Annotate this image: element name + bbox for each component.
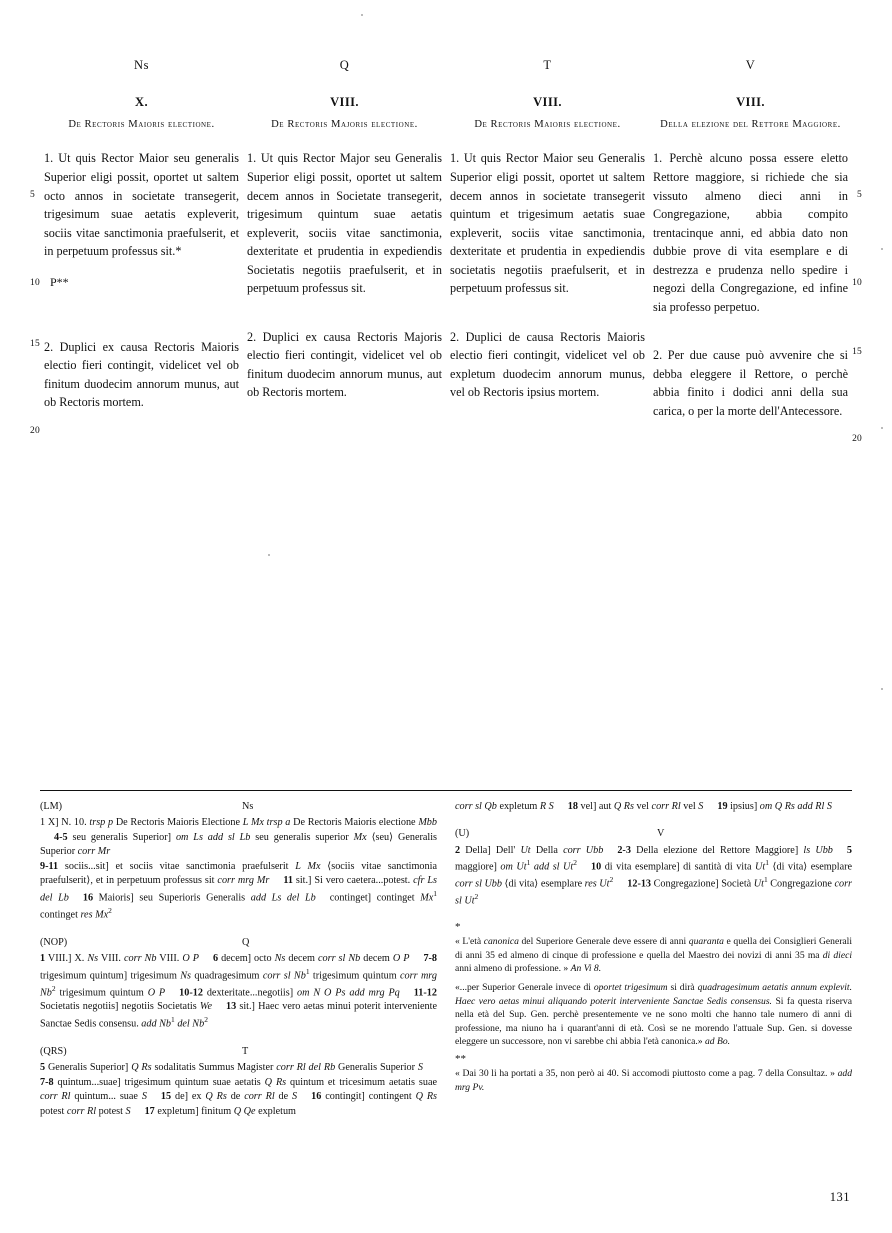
footnotes bbox=[455, 922, 852, 1094]
apparatus-sigla: (U) bbox=[455, 828, 470, 840]
apparatus-letter: T bbox=[242, 1045, 249, 1057]
column-siglum: T bbox=[543, 58, 552, 72]
apparatus-block-lm bbox=[40, 800, 437, 923]
text-column-t bbox=[446, 58, 649, 435]
page-speck bbox=[268, 554, 270, 556]
parallel-text-columns bbox=[30, 58, 862, 445]
apparatus-letter: V bbox=[657, 828, 665, 840]
apparatus-sigla: (NOP) bbox=[40, 936, 68, 948]
text-column-ns bbox=[30, 58, 243, 436]
page-speck bbox=[361, 14, 363, 16]
footnote-marker-1: * bbox=[455, 921, 461, 934]
apparatus-block-qrs bbox=[40, 1045, 437, 1119]
footnote-marker-2: ** bbox=[455, 1053, 466, 1066]
text-column-v bbox=[649, 58, 862, 445]
apparatus-sigla: (LM) bbox=[40, 801, 63, 812]
page-number: 131 bbox=[829, 1190, 850, 1204]
apparatus-entries: 2 Della] Dell' Ut Della corr Ubb 2-3 Della elezione del Rettore Maggiore] ls Ubb 5 maggiore] om Ut$^1$ add sl Ut$^2$ 10 di vita esemplare] di santità di vita Ut$^1$ ⟨di vita⟩ esemplare corr sl Ubb ⟨di vita⟩ esemplare res Ut$^2$ 12-13 Congregazione] Società Ut$^1$ Congregazione corr sl Ut$^2$ bbox=[455, 844, 853, 907]
apparatus-block-continuation bbox=[455, 800, 852, 814]
column-siglum: Ns bbox=[134, 58, 149, 72]
apparatus-entries: 5 Generalis Superior] Q Rs sodalitatis Summus Magister corr Rl del Rb Generalis Superior S7-8 quintum...suae] trigesimum quintum suae aetatis Q Rs quintum et tricesimum aetatis suae corr Rl quintum... suae S 15 de] ex Q Rs de corr Rl de S 16 contingit] contingent Q Rs potest corr Rl potest S 17 expletum] finitum Q Qe expletum bbox=[40, 1062, 438, 1117]
paragraph-2: 2. Per due cause può avvenire che si debba eleggere il Rettore, o perchè abbia finito i dodici anni della sua carica, o per la morte dell'Antecessore. bbox=[653, 348, 848, 418]
chapter-number: VIII. bbox=[533, 95, 562, 109]
paragraph-1: 1. Perchè alcuno possa essere eletto Rettore maggiore, si richiede che sia vissuto almeno dieci anni in Congregazione, abbia compito trentacinque anni, ed abbia dato non dubbie prove di vita esemplare e di destrezza e prudenza nello spedire i negozi della Congregazione, ed infine sia professo perpetuo. bbox=[653, 151, 848, 314]
line-number: 10 bbox=[30, 278, 40, 289]
paragraph-1: 1. Ut quis Rector Maior seu generalis Superior eligi possit, oportet ut saltem octo annos in societate transegerit, trigesimum suae aetatis expleverit, sociis vitae sanctimonia praefulserit, et in perpetuum professus sit.* bbox=[44, 151, 239, 259]
chapter-title: De Rectoris Majoris electione. bbox=[271, 119, 418, 130]
apparatus-block-u bbox=[455, 827, 852, 909]
apparatus-entries: 1 X] N. 10. trsp p De Rectoris Maioris Electione L Mx trsp a De Rectoris Maioris electione Mbb4-5 seu generalis Superior] om Ls add sl Lb seu generalis superior Mx ⟨seu⟩ Generalis Superior corr Mr 9-11 sociis...sit] et sociis vitae sanctimonia praefulserit L Mx ⟨sociis vitae sanctimonia praefulserit⟩, et in perpetuum professus sit corr mrg Mr 11 sit.] Si vero caetera...potest. cfr Ls del Lb 16 Maioris] seu Superioris Generalis add Ls del Lb continget] continget Mx$^1$ continget res Mx$^2$ bbox=[40, 817, 438, 921]
footnote-text-2: «...per Superior Generale invece di oportet trigesimum si dirà quadragesimum aetatis annum explevit. Haec vero aetas minui aliquando poterit interveniente Sanctae Sedis consensus. Si fa questa riserva nella età del Sup. Gen. perchè presentemente ve ne sono molti che hanno tale numero di anni di professione, ma niuno ha i quarant'anni di età. Così se ne morendo l'attuale Sup. Gen. si dovesse eleggere un successore, non vi sarebbe chi abbia l'età canonica.» ad Bo. bbox=[455, 982, 852, 1048]
footnote-text-1: « L'età canonica del Superiore Generale deve essere di anni quaranta e quella dei Consiglieri Generali di anni 35 ed almeno di cinque di professione e quella del Maestro dei novizi di anni 35 ma di dieci anni almeno di professione. » An Vi 8. bbox=[455, 936, 852, 974]
apparatus-sigla: (QRS) bbox=[40, 1045, 67, 1057]
text-column-q bbox=[243, 58, 446, 435]
apparatus-letter: Q bbox=[242, 936, 250, 948]
apparatus-divider bbox=[40, 790, 852, 791]
apparatus-block-nop bbox=[40, 936, 437, 1032]
line-number: 5 bbox=[857, 190, 862, 201]
line-number: 10 bbox=[852, 278, 862, 289]
line-number: 20 bbox=[30, 425, 40, 436]
page-speck bbox=[881, 248, 883, 250]
apparatus-left-column bbox=[40, 800, 437, 1132]
line-number: 5 bbox=[30, 190, 35, 201]
line-number: 15 bbox=[30, 338, 40, 349]
paragraph-2: 2. Duplici ex causa Rectoris Majoris electio fieri contingit, videlicet vel ob finitum duodecim annorum munus, aut ob Rectoris mortem. bbox=[247, 329, 442, 400]
apparatus-letter: Ns bbox=[242, 801, 254, 812]
chapter-title: Della elezione del Rettore Maggiore. bbox=[660, 119, 841, 130]
chapter-number: X. bbox=[135, 95, 148, 109]
apparatus-entries: 1 VIII.] X. Ns VIII. corr Nb VIII. O P 6 decem] octo Ns decem corr sl Nb decem O P 7-8 trigesimum quintum] trigesimum Ns quadragesimum corr sl Nb$^1$ trigesimum quintum corr mrg Nb$^2$ trigesimum quintum O P 10-12 dexteritate...negotiis] om N O Ps add mrg Pq 11-12 Societatis negotiis] negotiis Societatis We 13 sit.] Haec vero aetas minui poterit interveniente Sanctae Sedis consensu. add Nb$^1$ del Nb$^2$ bbox=[40, 953, 438, 1030]
apparatus-criticus bbox=[40, 800, 852, 1132]
chapter-title: De Rectoris Maioris electione. bbox=[68, 119, 215, 130]
paragraph-1: 1. Ut quis Rector Major seu Generalis Superior eligi possit, oportet ut saltem decem annos in Societate transegerit, trigesimum quintum suae aetatis expleverit, sociis vitae sanctimonia, dexteritate et prudentia in expediendis Societatis negotiis praefulserit, et in perpetuum professus sit. bbox=[247, 151, 442, 296]
apparatus-right-column bbox=[455, 800, 852, 1132]
paragraph-2: 2. Duplici de causa Rectoris Maioris electio fieri contingit, videlicet vel ob expletum duodecim annorum munus, vel ob Rectoris ipsius mortem. bbox=[450, 329, 645, 400]
marginal-mark: P** bbox=[50, 274, 69, 289]
paragraph-1: 1. Ut quis Rector Maior seu Generalis Superior eligi possit, oportet ut saltem decem annos in societate transegerit quintum et trigesimum aetatis suae expleverit, sociis vitae sanctimonia, dexteritate et prudentia in expediendis societatis negotiis praefulserit, et in perpetuum professus sit. bbox=[450, 151, 645, 296]
chapter-number: VIII. bbox=[736, 95, 765, 109]
line-number: 15 bbox=[852, 347, 862, 358]
column-siglum: Q bbox=[339, 58, 350, 72]
line-number: 20 bbox=[852, 434, 862, 445]
page-speck bbox=[881, 688, 883, 690]
footnote-text-3: « Dai 30 li ha portati a 35, non però ai 40. Si accomodi piuttosto come a pag. 7 della Consultaz. » add mrg Pv. bbox=[455, 1068, 852, 1093]
apparatus-entries: corr sl Qb expletum R S 18 vel] aut Q Rs vel corr Rl vel S 19 ipsius] om Q Rs add Rl S bbox=[455, 801, 832, 812]
column-siglum: V bbox=[745, 58, 756, 72]
page-speck bbox=[881, 427, 883, 429]
chapter-number: VIII. bbox=[330, 95, 359, 109]
paragraph-2: 2. Duplici ex causa Rectoris Maioris electio fieri contingit, videlicet vel ob finitum duodecim annorum munus, aut ob Rectoris mortem. bbox=[44, 339, 239, 410]
chapter-title: De Rectoris Maioris electione. bbox=[474, 119, 621, 130]
